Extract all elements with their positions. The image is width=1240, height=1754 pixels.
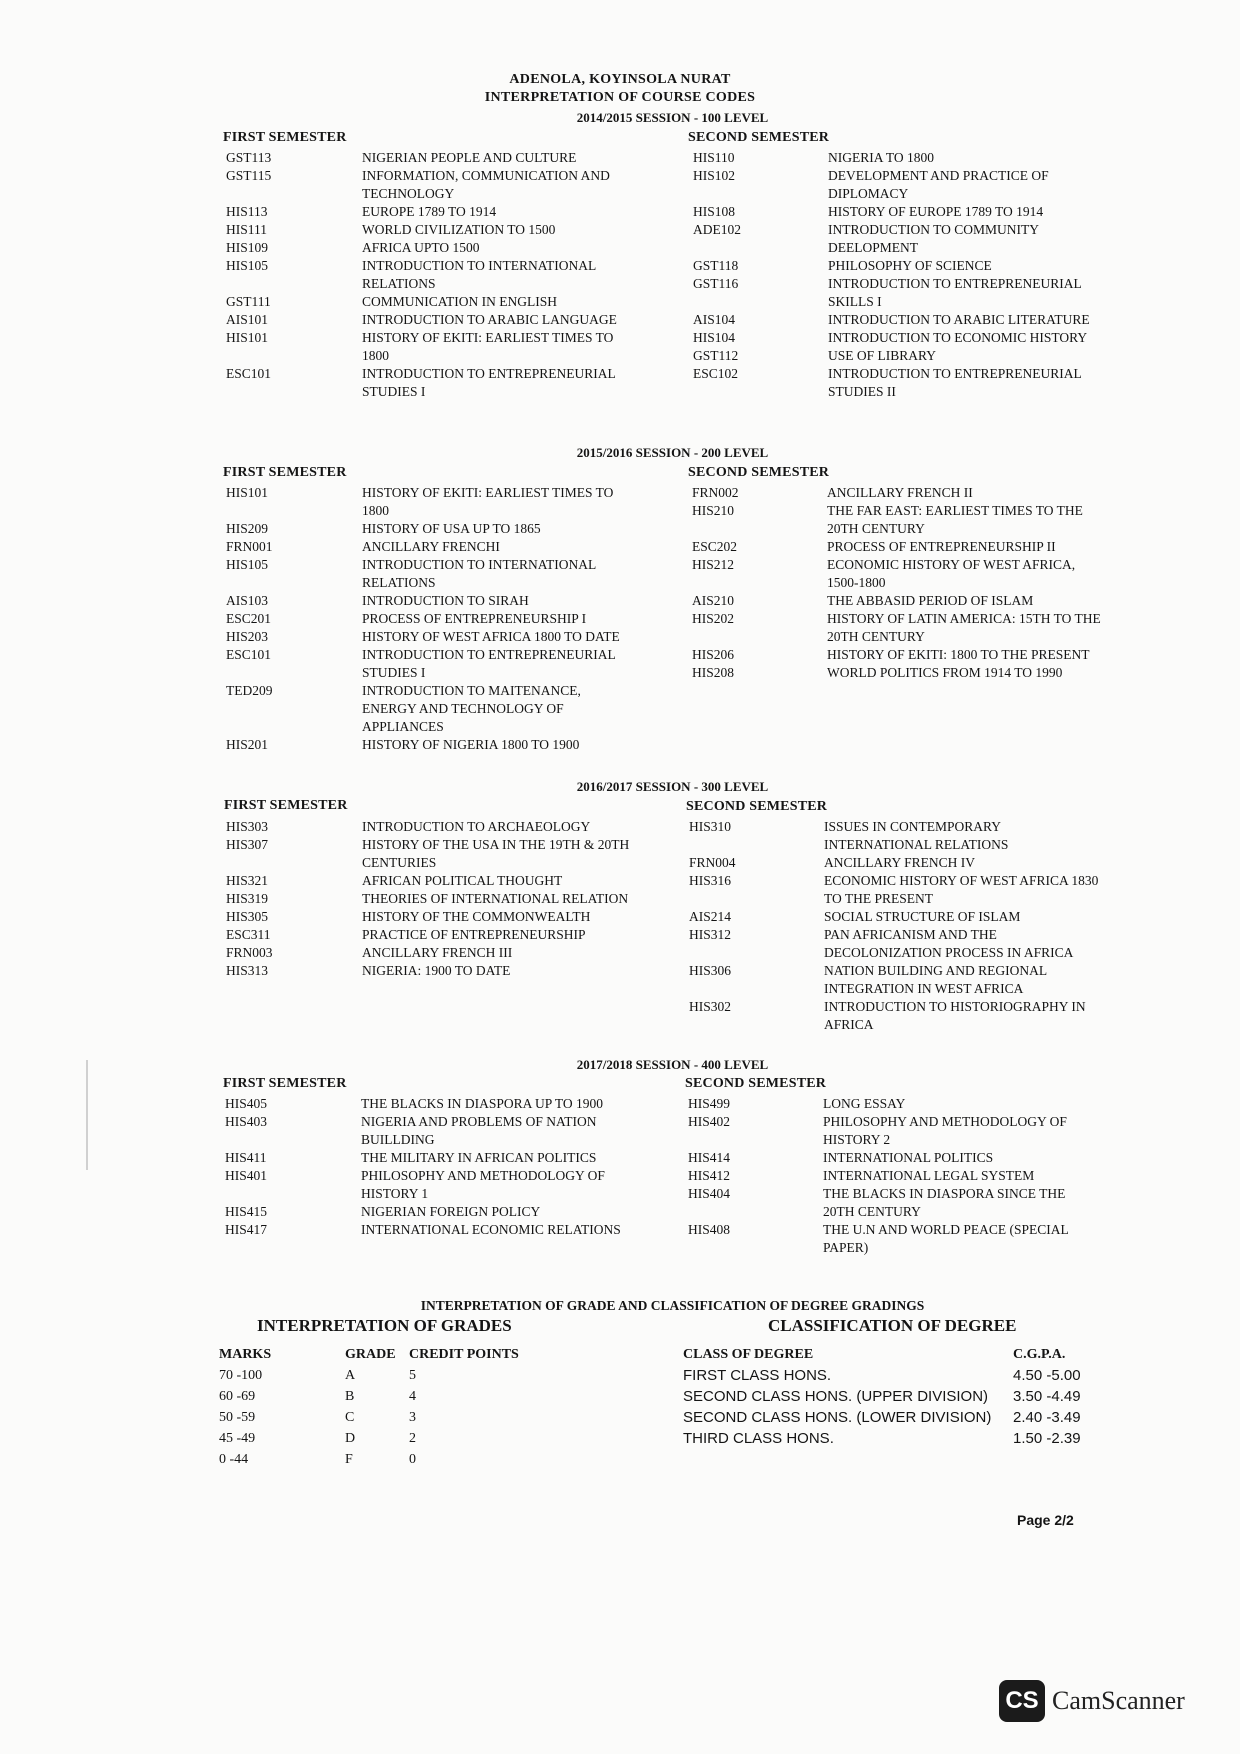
course-row bbox=[688, 1095, 1098, 1113]
session-title: 2015/2016 SESSION - 200 LEVEL bbox=[576, 445, 769, 460]
course-code: HIS417 bbox=[225, 1222, 268, 1237]
course-row bbox=[692, 664, 1102, 682]
course-title: HISTORY OF LATIN AMERICA: 15TH TO THE 20TH CENTURY bbox=[827, 611, 1101, 644]
course-code: FRN001 bbox=[226, 539, 273, 554]
course-code: HIS101 bbox=[226, 330, 269, 345]
course-title: INTRODUCTION TO COMMUNITY DEELOPMENT bbox=[828, 222, 1039, 255]
course-title: THE BLACKS IN DIASPORA UP TO 1900 bbox=[361, 1096, 604, 1111]
degree-row bbox=[683, 1386, 1103, 1407]
course-code: HIS414 bbox=[688, 1150, 731, 1165]
course-title: SOCIAL STRUCTURE OF ISLAM bbox=[824, 909, 1021, 924]
course-code: ESC201 bbox=[226, 611, 272, 626]
course-title: INFORMATION, COMMUNICATION AND TECHNOLOGY bbox=[362, 168, 610, 201]
course-row bbox=[693, 149, 1103, 167]
course-code: TED209 bbox=[226, 683, 273, 698]
course-code: HIS404 bbox=[688, 1186, 731, 1201]
course-title: PROCESS OF ENTREPRENEURSHIP II bbox=[827, 539, 1056, 554]
course-code: HIS412 bbox=[688, 1168, 731, 1183]
course-title: PROCESS OF ENTREPRENEURSHIP I bbox=[362, 611, 587, 626]
first-semester-courses bbox=[226, 484, 632, 754]
first-semester-label: FIRST SEMESTER bbox=[223, 130, 347, 145]
course-title: NIGERIA: 1900 TO DATE bbox=[362, 963, 511, 978]
course-row bbox=[692, 502, 1102, 538]
grade-points: 2 bbox=[409, 1430, 416, 1446]
marks-header: MARKS bbox=[219, 1347, 272, 1362]
course-row bbox=[226, 520, 632, 538]
course-title: INTERNATIONAL LEGAL SYSTEM bbox=[823, 1168, 1035, 1183]
degree-cgpa: 4.50 -5.00 bbox=[1013, 1367, 1081, 1384]
course-title: HISTORY OF EKITI: EARLIEST TIMES TO 1800 bbox=[362, 330, 614, 363]
course-code: GST111 bbox=[226, 294, 271, 309]
degree-cgpa: 2.40 -3.49 bbox=[1013, 1409, 1081, 1426]
course-title: NIGERIAN PEOPLE AND CULTURE bbox=[362, 150, 577, 165]
course-title: THE ABBASID PERIOD OF ISLAM bbox=[827, 593, 1034, 608]
grade-marks: 50 -59 bbox=[219, 1409, 256, 1425]
course-row bbox=[689, 998, 1099, 1034]
course-row bbox=[226, 926, 632, 944]
course-row bbox=[692, 646, 1102, 664]
course-code: ESC101 bbox=[226, 647, 272, 662]
course-row bbox=[693, 329, 1103, 347]
course-title: LONG ESSAY bbox=[823, 1096, 906, 1111]
course-code: HIS312 bbox=[689, 927, 732, 942]
grade-grade: B bbox=[345, 1388, 355, 1404]
degree-class: THIRD CLASS HONS. bbox=[683, 1430, 834, 1447]
course-row bbox=[692, 610, 1102, 646]
course-code: HIS305 bbox=[226, 909, 269, 924]
course-title: INTRODUCTION TO ENTREPRENEURIAL SKILLS I bbox=[828, 276, 1082, 309]
grade-marks: 70 -100 bbox=[219, 1367, 263, 1383]
second-semester-label: SECOND SEMESTER bbox=[688, 130, 830, 145]
grade-marks: 60 -69 bbox=[219, 1388, 256, 1404]
course-title: THE U.N AND WORLD PEACE (SPECIAL PAPER) bbox=[823, 1222, 1069, 1255]
course-row bbox=[688, 1113, 1098, 1149]
degree-row bbox=[683, 1365, 1103, 1386]
course-row bbox=[688, 1149, 1098, 1167]
session-title: 2014/2015 SESSION - 100 LEVEL bbox=[576, 110, 769, 125]
grade-points: 4 bbox=[409, 1388, 416, 1404]
course-code: AIS101 bbox=[226, 312, 269, 327]
course-code: HIS108 bbox=[693, 204, 736, 219]
course-row bbox=[693, 275, 1103, 311]
degree-cgpa: 1.50 -2.39 bbox=[1013, 1430, 1081, 1447]
course-row bbox=[226, 872, 632, 890]
course-title: THE FAR EAST: EARLIEST TIMES TO THE 20TH CENTURY bbox=[827, 503, 1083, 536]
course-row bbox=[226, 239, 632, 257]
course-title: ISSUES IN CONTEMPORARY INTERNATIONAL RELATIONS bbox=[824, 819, 1009, 852]
course-row bbox=[225, 1167, 631, 1203]
course-code: HIS210 bbox=[692, 503, 735, 518]
course-title: INTERNATIONAL POLITICS bbox=[823, 1150, 994, 1165]
course-title: PHILOSOPHY AND METHODOLOGY OF HISTORY 1 bbox=[361, 1168, 605, 1201]
degree-cgpa: 3.50 -4.49 bbox=[1013, 1388, 1081, 1405]
course-row bbox=[689, 926, 1099, 962]
course-code: HIS105 bbox=[226, 258, 269, 273]
course-code: HIS201 bbox=[226, 737, 269, 752]
course-code: HIS208 bbox=[692, 665, 735, 680]
course-row bbox=[226, 365, 632, 401]
course-code: HIS310 bbox=[689, 819, 732, 834]
course-code: HIS105 bbox=[226, 557, 269, 572]
scan-edge-mark bbox=[86, 1060, 88, 1170]
course-title: HISTORY OF NIGERIA 1800 TO 1900 bbox=[362, 737, 580, 752]
course-row bbox=[689, 818, 1099, 854]
degree-header-row bbox=[683, 1345, 1103, 1365]
course-row bbox=[226, 167, 632, 203]
grade-points: 5 bbox=[409, 1367, 416, 1383]
class-header: CLASS OF DEGREE bbox=[683, 1347, 814, 1362]
course-title: INTRODUCTION TO ENTREPRENEURIAL STUDIES I bbox=[362, 366, 616, 399]
course-row bbox=[692, 592, 1102, 610]
grade-points: 0 bbox=[409, 1451, 416, 1467]
course-row bbox=[226, 538, 632, 556]
course-code: HIS202 bbox=[692, 611, 735, 626]
course-row bbox=[225, 1149, 631, 1167]
second-semester-courses bbox=[693, 149, 1103, 401]
second-semester-label: SECOND SEMESTER bbox=[688, 465, 830, 480]
grade-grade: C bbox=[345, 1409, 355, 1425]
session-title: 2017/2018 SESSION - 400 LEVEL bbox=[576, 1057, 769, 1072]
course-title: NIGERIA TO 1800 bbox=[828, 150, 935, 165]
course-title: INTERNATIONAL ECONOMIC RELATIONS bbox=[361, 1222, 621, 1237]
course-row bbox=[693, 203, 1103, 221]
course-title: THE BLACKS IN DIASPORA SINCE THE 20TH CENTURY bbox=[823, 1186, 1066, 1219]
course-code: HIS321 bbox=[226, 873, 269, 888]
course-title: HISTORY OF THE USA IN THE 19TH & 20TH CENTURIES bbox=[362, 837, 630, 870]
course-code: HIS102 bbox=[693, 168, 736, 183]
course-code: HIS405 bbox=[225, 1096, 268, 1111]
course-title: THEORIES OF INTERNATIONAL RELATION bbox=[362, 891, 629, 906]
course-title: ECONOMIC HISTORY OF WEST AFRICA 1830 TO THE PRESENT bbox=[824, 873, 1099, 906]
course-row bbox=[689, 872, 1099, 908]
course-code: HIS408 bbox=[688, 1222, 731, 1237]
grade-marks: 45 -49 bbox=[219, 1430, 256, 1446]
course-row bbox=[226, 610, 632, 628]
course-title: INTRODUCTION TO ARCHAEOLOGY bbox=[362, 819, 591, 834]
grade-grade: F bbox=[345, 1451, 353, 1467]
course-code: ESC102 bbox=[693, 366, 739, 381]
grades-table bbox=[219, 1345, 539, 1470]
first-semester-courses bbox=[225, 1095, 631, 1239]
course-title: HISTORY OF WEST AFRICA 1800 TO DATE bbox=[362, 629, 620, 644]
course-row bbox=[226, 203, 632, 221]
course-code: FRN002 bbox=[692, 485, 739, 500]
course-title: HISTORY OF EKITI: EARLIEST TIMES TO 1800 bbox=[362, 485, 614, 518]
course-title: ANCILLARY FRENCH II bbox=[827, 485, 973, 500]
course-title: NATION BUILDING AND REGIONAL INTEGRATION IN WEST AFRICA bbox=[824, 963, 1047, 996]
second-semester-courses bbox=[688, 1095, 1098, 1257]
course-code: ESC101 bbox=[226, 366, 272, 381]
course-title: INTRODUCTION TO INTERNATIONAL RELATIONS bbox=[362, 258, 596, 291]
course-row bbox=[693, 221, 1103, 257]
course-row bbox=[689, 908, 1099, 926]
course-code: HIS101 bbox=[226, 485, 269, 500]
course-title: PHILOSOPHY OF SCIENCE bbox=[828, 258, 992, 273]
course-code: FRN003 bbox=[226, 945, 273, 960]
course-code: HIS411 bbox=[225, 1150, 267, 1165]
course-row bbox=[226, 736, 632, 754]
course-title: PRACTICE OF ENTREPRENEURSHIP bbox=[362, 927, 586, 942]
course-code: GST118 bbox=[693, 258, 739, 273]
course-row bbox=[226, 592, 632, 610]
course-code: HIS499 bbox=[688, 1096, 731, 1111]
course-code: ESC202 bbox=[692, 539, 738, 554]
course-code: HIS303 bbox=[226, 819, 269, 834]
course-code: GST112 bbox=[693, 348, 739, 363]
course-row bbox=[688, 1185, 1098, 1221]
course-code: HIS110 bbox=[693, 150, 735, 165]
course-row bbox=[226, 293, 632, 311]
course-title: DEVELOPMENT AND PRACTICE OF DIPLOMACY bbox=[828, 168, 1049, 201]
session-title: 2016/2017 SESSION - 300 LEVEL bbox=[576, 779, 769, 794]
document-subtitle: INTERPRETATION OF COURSE CODES bbox=[484, 90, 756, 105]
course-code: HIS306 bbox=[689, 963, 732, 978]
course-code: HIS403 bbox=[225, 1114, 268, 1129]
course-row bbox=[693, 257, 1103, 275]
course-row bbox=[226, 311, 632, 329]
first-semester-courses bbox=[226, 149, 632, 401]
course-row bbox=[225, 1203, 631, 1221]
course-code: HIS209 bbox=[226, 521, 269, 536]
first-semester-label: FIRST SEMESTER bbox=[224, 798, 348, 813]
course-row bbox=[226, 484, 632, 520]
course-code: GST116 bbox=[693, 276, 739, 291]
grade-row bbox=[219, 1365, 539, 1386]
course-row bbox=[226, 257, 632, 293]
course-row bbox=[226, 149, 632, 167]
course-code: AIS103 bbox=[226, 593, 269, 608]
grade-row bbox=[219, 1386, 539, 1407]
course-row bbox=[226, 646, 632, 682]
course-row bbox=[226, 890, 632, 908]
course-title: INTRODUCTION TO ARABIC LANGUAGE bbox=[362, 312, 617, 327]
course-code: FRN004 bbox=[689, 855, 736, 870]
grading-title: INTERPRETATION OF GRADE AND CLASSIFICATION OF DEGREE GRADINGS bbox=[420, 1298, 925, 1313]
course-title: HISTORY OF EUROPE 1789 TO 1914 bbox=[828, 204, 1044, 219]
course-code: HIS307 bbox=[226, 837, 269, 852]
second-semester-label: SECOND SEMESTER bbox=[685, 1076, 827, 1091]
grade-points: 3 bbox=[409, 1409, 416, 1425]
course-code: GST115 bbox=[226, 168, 272, 183]
course-title: ANCILLARY FRENCHI bbox=[362, 539, 500, 554]
course-title: INTRODUCTION TO ARABIC LITERATURE bbox=[828, 312, 1090, 327]
course-title: AFRICA UPTO 1500 bbox=[362, 240, 480, 255]
degree-row bbox=[683, 1407, 1103, 1428]
grade-header: GRADE bbox=[345, 1347, 396, 1362]
course-row bbox=[692, 484, 1102, 502]
course-title: NIGERIA AND PROBLEMS OF NATION BUILLDING bbox=[361, 1114, 597, 1147]
course-row bbox=[225, 1095, 631, 1113]
course-row bbox=[693, 365, 1103, 401]
course-title: USE OF LIBRARY bbox=[828, 348, 937, 363]
course-title: HISTORY OF USA UP TO 1865 bbox=[362, 521, 541, 536]
course-code: HIS402 bbox=[688, 1114, 731, 1129]
course-code: HIS212 bbox=[692, 557, 735, 572]
degree-heading: CLASSIFICATION OF DEGREE bbox=[768, 1316, 1017, 1335]
course-title: ANCILLARY FRENCH III bbox=[362, 945, 513, 960]
course-row bbox=[692, 556, 1102, 592]
first-semester-label: FIRST SEMESTER bbox=[223, 1076, 347, 1091]
course-row bbox=[688, 1221, 1098, 1257]
degree-class: FIRST CLASS HONS. bbox=[683, 1367, 832, 1384]
cgpa-header: C.G.P.A. bbox=[1013, 1347, 1066, 1362]
course-code: AIS214 bbox=[689, 909, 732, 924]
grade-grade: D bbox=[345, 1430, 356, 1446]
course-code: HIS415 bbox=[225, 1204, 268, 1219]
course-row bbox=[226, 221, 632, 239]
course-code: ADE102 bbox=[693, 222, 741, 237]
course-title: ANCILLARY FRENCH IV bbox=[824, 855, 976, 870]
grades-header-row bbox=[219, 1345, 539, 1365]
course-row bbox=[688, 1167, 1098, 1185]
course-code: GST113 bbox=[226, 150, 272, 165]
course-title: INTRODUCTION TO ENTREPRENEURIAL STUDIES I bbox=[362, 647, 616, 680]
first-semester-courses bbox=[226, 818, 632, 980]
camscanner-logo-icon bbox=[999, 1680, 1045, 1722]
grade-marks: 0 -44 bbox=[219, 1451, 249, 1467]
course-title: INTRODUCTION TO INTERNATIONAL RELATIONS bbox=[362, 557, 596, 590]
course-title: EUROPE 1789 TO 1914 bbox=[362, 204, 497, 219]
course-row bbox=[226, 818, 632, 836]
course-code: HIS319 bbox=[226, 891, 269, 906]
course-title: PAN AFRICANISM AND THE DECOLONIZATION PROCESS IN AFRICA bbox=[824, 927, 1074, 960]
course-row bbox=[689, 854, 1099, 872]
course-row bbox=[225, 1113, 631, 1149]
grade-row bbox=[219, 1428, 539, 1449]
course-row bbox=[693, 311, 1103, 329]
course-title: THE MILITARY IN AFRICAN POLITICS bbox=[361, 1150, 597, 1165]
course-row bbox=[693, 167, 1103, 203]
degree-class: SECOND CLASS HONS. (UPPER DIVISION) bbox=[683, 1388, 989, 1405]
degree-row bbox=[683, 1428, 1103, 1449]
page-number: Page 2/2 bbox=[1017, 1512, 1074, 1528]
grades-heading: INTERPRETATION OF GRADES bbox=[257, 1316, 512, 1335]
course-code: HIS316 bbox=[689, 873, 732, 888]
course-code: AIS104 bbox=[693, 312, 736, 327]
grade-grade: A bbox=[345, 1367, 356, 1383]
second-semester-label: SECOND SEMESTER bbox=[686, 799, 828, 814]
first-semester-label: FIRST SEMESTER bbox=[223, 465, 347, 480]
course-row bbox=[692, 538, 1102, 556]
course-code: ESC311 bbox=[226, 927, 271, 942]
course-row bbox=[689, 962, 1099, 998]
course-title: INTRODUCTION TO ENTREPRENEURIAL STUDIES II bbox=[828, 366, 1082, 399]
course-title: INTRODUCTION TO HISTORIOGRAPHY IN AFRICA bbox=[824, 999, 1086, 1032]
course-row bbox=[226, 329, 632, 365]
student-name: ADENOLA, KOYINSOLA NURAT bbox=[509, 72, 731, 87]
course-row bbox=[225, 1221, 631, 1239]
camscanner-badge-text: CS bbox=[1005, 1687, 1039, 1714]
course-title: COMMUNICATION IN ENGLISH bbox=[362, 294, 557, 309]
course-title: NIGERIAN FOREIGN POLICY bbox=[361, 1204, 541, 1219]
course-title: INTRODUCTION TO SIRAH bbox=[362, 593, 529, 608]
course-code: HIS113 bbox=[226, 204, 268, 219]
course-title: INTRODUCTION TO MAITENANCE, ENERGY AND TECHNOLOGY OF APPLIANCES bbox=[362, 683, 581, 734]
degree-class: SECOND CLASS HONS. (LOWER DIVISION) bbox=[683, 1409, 992, 1426]
course-title: PHILOSOPHY AND METHODOLOGY OF HISTORY 2 bbox=[823, 1114, 1067, 1147]
course-title: HISTORY OF THE COMMONWEALTH bbox=[362, 909, 591, 924]
camscanner-watermark: CamScanner bbox=[1052, 1686, 1185, 1715]
course-code: HIS109 bbox=[226, 240, 269, 255]
course-code: HIS302 bbox=[689, 999, 732, 1014]
course-row bbox=[226, 962, 632, 980]
course-row bbox=[226, 682, 632, 736]
course-row bbox=[226, 556, 632, 592]
course-title: WORLD POLITICS FROM 1914 TO 1990 bbox=[827, 665, 1063, 680]
second-semester-courses bbox=[689, 818, 1099, 1034]
course-row bbox=[226, 836, 632, 872]
course-title: INTRODUCTION TO ECONOMIC HISTORY bbox=[828, 330, 1088, 345]
grade-row bbox=[219, 1407, 539, 1428]
second-semester-courses bbox=[692, 484, 1102, 682]
course-code: HIS111 bbox=[226, 222, 268, 237]
course-code: HIS104 bbox=[693, 330, 736, 345]
course-row bbox=[693, 347, 1103, 365]
course-row bbox=[226, 908, 632, 926]
course-code: HIS401 bbox=[225, 1168, 268, 1183]
credit-points-header: CREDIT POINTS bbox=[409, 1347, 519, 1362]
course-title: ECONOMIC HISTORY OF WEST AFRICA, 1500-1800 bbox=[827, 557, 1076, 590]
course-title: AFRICAN POLITICAL THOUGHT bbox=[362, 873, 563, 888]
course-code: HIS203 bbox=[226, 629, 269, 644]
degree-table bbox=[683, 1345, 1103, 1449]
grade-row bbox=[219, 1449, 539, 1470]
course-code: AIS210 bbox=[692, 593, 735, 608]
course-title: HISTORY OF EKITI: 1800 TO THE PRESENT bbox=[827, 647, 1090, 662]
course-code: HIS313 bbox=[226, 963, 269, 978]
course-row bbox=[226, 628, 632, 646]
course-row bbox=[226, 944, 632, 962]
course-title: WORLD CIVILIZATION TO 1500 bbox=[362, 222, 556, 237]
course-code: HIS206 bbox=[692, 647, 735, 662]
